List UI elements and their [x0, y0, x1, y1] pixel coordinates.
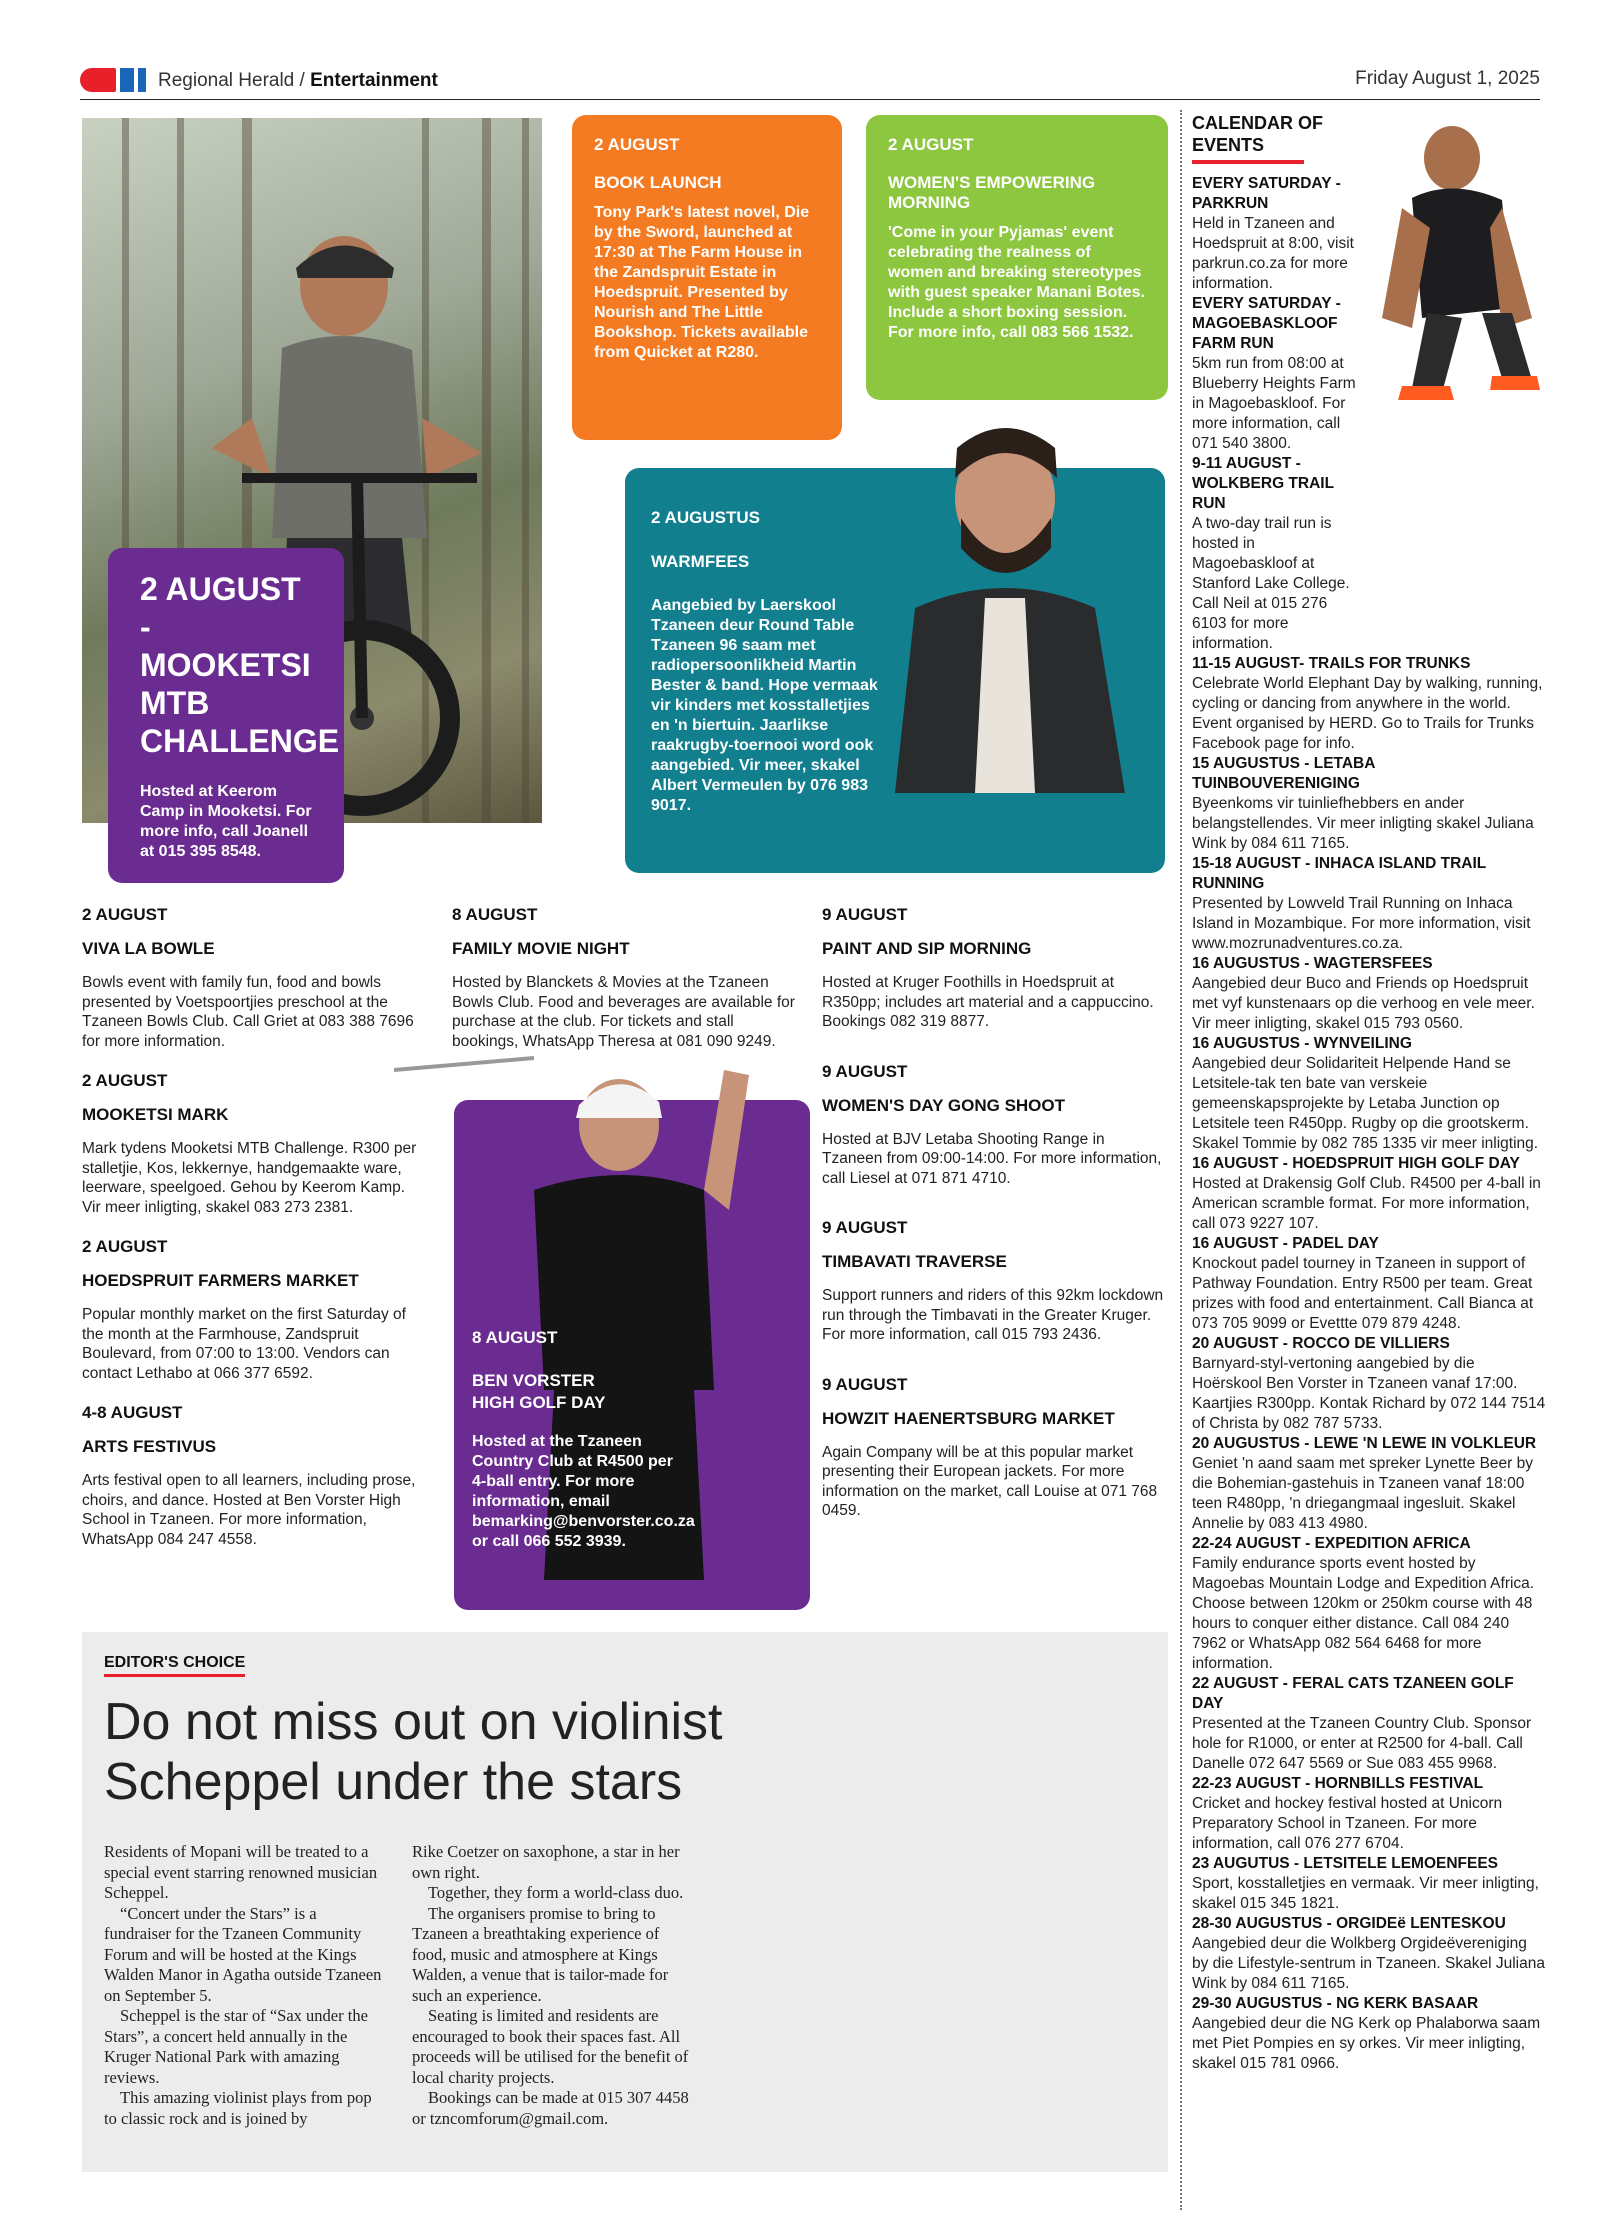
calendar-entry [1192, 1534, 1546, 1674]
calendar-entry-title: 28-30 AUGUSTUS - ORGIDEë LENTESKOU [1192, 1915, 1506, 1932]
calendar-entry [1192, 1034, 1546, 1154]
event-date: 2 AUGUST [82, 1071, 168, 1090]
event-body: Popular monthly market on the first Saturday of the month at the Farmhouse, Zandspruit Boulevard, from 07:00 to 13:00. Vendors can contact Lethabo at 066 377 6592. [82, 1306, 406, 1382]
event-body: Support runners and riders of this 92km lockdown run through the Timbavati in the Greater Kruger. For more information, call 015 793 2436. [822, 1287, 1164, 1343]
event-item [82, 1071, 427, 1217]
heading-rule [1192, 160, 1304, 164]
golf-day-box [454, 1100, 810, 1610]
event-item [82, 905, 427, 1051]
article-paragraph: Rike Coetzer on saxophone, a star in her own right. [412, 1842, 680, 1882]
calendar-entry-title: 22 AUGUST - FERAL CATS TZANEEN GOLF DAY [1192, 1675, 1514, 1712]
calendar-entry-body: Held in Tzaneen and Hoedspruit at 8:00, visit parkrun.co.za for more information. [1192, 215, 1354, 292]
book-launch-box [572, 115, 842, 440]
calendar-entry [1192, 454, 1362, 654]
calendar-entry-body: Aangebied deur die NG Kerk op Phalaborwa saam met Piet Pompies en sy orkes. Vir meer inligting, skakel 015 781 0966. [1192, 2015, 1541, 2072]
calendar-entry-body: 5km run from 08:00 at Blueberry Heights Farm in Magoebaskloof. For more information, call 071 540 3800. [1192, 355, 1356, 452]
womens-morning-box [866, 115, 1168, 400]
issue-date: Friday August 1, 2025 [1355, 68, 1540, 89]
event-date: 9 AUGUST [822, 1218, 908, 1237]
event-body: Again Company will be at this popular market presenting their European jackets. For more information on the market, call Louise at 071 768 0459. [822, 1443, 1158, 1519]
event-body: Mark tydens Mooketsi MTB Challenge. R300 per stalletjie, Kos, lekkernye, handgemaakte ware, leerware, speelgoed. Gehou by Keerom Kamp. Vir meer inligting, skakel 083 273 2381. [82, 1140, 417, 1216]
calendar-entry-title: 15-18 AUGUST - INHACA ISLAND TRAIL RUNNING [1192, 855, 1486, 892]
event-date: 4-8 AUGUST [82, 1403, 183, 1422]
calendar-entry [1192, 1674, 1546, 1774]
subsection-label: Entertainment [310, 70, 438, 91]
calendar-entry-body: Celebrate World Elephant Day by walking, running, cycling or dancing from anywhere in the world. Event organised by HERD. Go to Trails for Trunks Facebook page for info. [1192, 675, 1543, 752]
section-label: Regional Herald / Entertainment [158, 70, 438, 91]
calendar-entry-body: A two-day trail run is hosted in Magoebaskloof at Stanford Lake College. Call Neil at 015 276 6103 for more information. [1192, 515, 1350, 652]
calendar-entry-body: Aangebied deur Solidariteit Helpende Hand se Letsitele-tak ten bate van verskeie gemeenskapsprojekte by Letaba Junction op Letsitele teen R450pp. Rugby op die grootskerm. Skakel Tommie by 082 785 1335 vir meer inligting. [1192, 1055, 1539, 1152]
calendar-entry [1192, 654, 1546, 754]
calendar-entry-body: Presented at the Tzaneen Country Club. Sponsor hole for R1000, or enter at R2500 for 4-ball. Call Danelle 072 647 5569 or Sue 083 455 9968. [1192, 1715, 1532, 1772]
calendar-list [1192, 174, 1546, 2074]
performer-photo [875, 388, 1165, 873]
calendar-entry [1192, 954, 1546, 1034]
calendar-entry [1192, 754, 1546, 854]
editors-choice-tag: EDITOR'S CHOICE [104, 1654, 245, 1677]
calendar-entry-body: Sport, kosstalletjies en vermaak. Vir meer inligting, skakel 015 345 1821. [1192, 1875, 1539, 1912]
event-item [822, 905, 1167, 1032]
event-item [452, 905, 802, 1051]
event-body: Hosted at Kruger Foothills in Hoedspruit at R350pp; includes art material and a cappuccino. Bookings 082 319 8877. [822, 974, 1154, 1030]
calendar-entry-title: 11-15 AUGUST- TRAILS FOR TRUNKS [1192, 655, 1471, 672]
calendar-entry-body: Presented by Lowveld Trail Running on Inhaca Island in Mozambique. For more information, visit www.mozrunadventures.co.za. [1192, 895, 1531, 952]
calendar-entry-title: 16 AUGUSTUS - WAGTERSFEES [1192, 955, 1433, 972]
calendar-entry [1192, 174, 1362, 294]
event-item [82, 1403, 427, 1549]
calendar-entry-body: Hosted at Drakensig Golf Club. R4500 per 4-ball in American scramble format. For more information, call 073 9227 107. [1192, 1175, 1541, 1232]
event-item [822, 1218, 1167, 1345]
event-title: WARMFEES [651, 552, 750, 571]
article-column-2 [412, 1842, 692, 2129]
events-column-3 [822, 905, 1167, 1541]
event-date: 2 AUGUSTUS [651, 508, 760, 527]
event-date: 9 AUGUST [822, 905, 908, 924]
article-paragraph: This amazing violinist plays from pop to classic rock and is joined by [104, 2088, 372, 2128]
calendar-entry-body: Aangebied deur Buco and Friends op Hoedspruit met vyf kunstenaars op die verhoog en vele meer. Vir meer inligting, skakel 015 793 0560. [1192, 975, 1535, 1032]
event-body: Hosted by Blanckets & Movies at the Tzaneen Bowls Club. Food and beverages are available for purchase at the club. For tickets and stall bookings, WhatsApp Theresa at 081 090 9249. [452, 974, 795, 1050]
article-paragraph: Seating is limited and residents are encouraged to book their spaces fast. All proceeds will be utilised for the benefit of local charity projects. [412, 2006, 689, 2087]
calendar-entry [1192, 294, 1362, 454]
article-paragraph: Bookings can be made at 015 307 4458 or tzncomforum@gmail.com. [412, 2088, 689, 2128]
event-date: 2 AUGUST [888, 135, 974, 154]
events-column-2 [452, 905, 802, 1071]
event-body: Hosted at Keerom Camp in Mooketsi. For more info, call Joanell at 015 395 8548. [140, 783, 312, 860]
event-title: FAMILY MOVIE NIGHT [452, 939, 630, 958]
event-title: VIVA LA BOWLE [82, 939, 215, 958]
calendar-entry-title: EVERY SATURDAY - PARKRUN [1192, 175, 1341, 212]
calendar-entry [1192, 1334, 1546, 1434]
event-title: WOMEN'S EMPOWERING MORNING [888, 173, 1096, 212]
event-body: 'Come in your Pyjamas' event celebrating the realness of women and breaking stereotypes with guest speaker Manani Botes. Include a short boxing session. For more info, call 083 566 1532. [888, 224, 1145, 341]
calendar-entry-title: 15 AUGUSTUS - LETABA TUINBOUVERENIGING [1192, 755, 1375, 792]
event-title: TIMBAVATI TRAVERSE [822, 1252, 1007, 1271]
event-body: Aangebied by Laerskool Tzaneen deur Round Table Tzaneen 96 saam met radiopersoonlikheid Martin Bester & band. Hope vermaak vir kinders met kosstalletjies en 'n biertuin. Jaarlikse raakrugby-toernooi word ook aangebied. Vir meer, skakel Albert Vermeulen by 076 983 9017. [651, 597, 878, 814]
event-title: ARTS FESTIVUS [82, 1437, 217, 1456]
article-paragraph: The organisers promise to bring to Tzaneen a breathtaking experience of food, music and atmosphere at Kings Walden, a venue that is tailor-made for such an experience. [412, 1903, 669, 2005]
article-paragraph: Together, they form a world-class duo. [428, 1883, 684, 1902]
event-title: HOWZIT HAENERTSBURG MARKET [822, 1408, 1115, 1428]
event-body: Arts festival open to all learners, including prose, choirs, and dance. Hosted at Ben Vorster High School in Tzaneen. For more information, WhatsApp 084 247 4558. [82, 1472, 416, 1548]
calendar-entry-body: Aangebied deur die Wolkberg Orgideëvereniging by die Lifestyle-sentrum in Tzaneen. Skakel Juliana Wink by 084 611 7165. [1192, 1935, 1545, 1992]
event-body: Hosted at BJV Letaba Shooting Range in Tzaneen from 09:00-14:00. For more information, call Liesel at 071 871 4710. [822, 1130, 1162, 1187]
event-title: BEN VORSTER HIGH GOLF DAY [472, 1371, 606, 1412]
event-item [822, 1062, 1167, 1189]
calendar-entry-title: 23 AUGUTUS - LETSITELE LEMOENFEES [1192, 1855, 1499, 1872]
event-title: MOOKETSI MARK [82, 1105, 229, 1124]
article-headline: Do not miss out on violinist Scheppel under the stars [104, 1693, 723, 1811]
article-paragraph: “Concert under the Stars” is a fundraiser for the Tzaneen Community Forum and will be hosted at the Kings Walden Manor in Agatha outside Tzaneen on September 5. [104, 1903, 382, 2005]
event-item [822, 1375, 1167, 1521]
event-title: 2 AUGUST - MOOKETSI MTB CHALLENGE [140, 571, 340, 759]
calendar-entry-body: Byeenkoms vir tuinliefhebbers en ander belangstellendes. Vir meer inligting skakel Juliana Wink by 084 611 7165. [1192, 795, 1534, 852]
event-date: 8 AUGUST [472, 1328, 558, 1347]
calendar-entry-title: 9-11 AUGUST - WOLKBERG TRAIL RUN [1192, 455, 1334, 512]
calendar-entry-body: Geniet 'n aand saam met spreker Lynette Beer by die Bohemian-gastehuis in Tzaneen vanaf 18:00 teen R480pp, 'n driegangmaal ingesluit. Skakel Annelie by 083 413 4980. [1192, 1455, 1533, 1532]
calendar-entry [1192, 1994, 1546, 2074]
editors-choice-panel [82, 1632, 1168, 2172]
article-paragraph: Residents of Mopani will be treated to a special event starring renowned musician Scheppel. [104, 1842, 378, 1902]
events-column-1 [82, 905, 427, 1569]
header-logo-block [138, 68, 146, 92]
calendar-entry-body: Cricket and hockey festival hosted at Unicorn Preparatory School in Tzaneen. For more information, call 076 277 6704. [1192, 1795, 1503, 1852]
event-body: Tony Park's latest novel, Die by the Sword, launched at 17:30 at The Farm House in the Zandspruit Estate in Hoedspruit. Presented by Nourish and The Little Bookshop. Tickets available from Quicket at R280. [594, 204, 810, 361]
calendar-entry-title: 16 AUGUSTUS - WYNVEILING [1192, 1035, 1412, 1052]
calendar-entry-title: 29-30 AUGUSTUS - NG KERK BASAAR [1192, 1995, 1479, 2012]
calendar-entry-title: 16 AUGUST - HOEDSPRUIT HIGH GOLF DAY [1192, 1155, 1520, 1172]
calendar-entry-title: 20 AUGUSTUS - LEWE 'N LEWE IN VOLKLEUR [1192, 1435, 1537, 1452]
event-title: BOOK LAUNCH [594, 173, 722, 192]
article-paragraph: Scheppel is the star of “Sax under the Stars”, a concert held annually in the Kruger National Park with amazing reviews. [104, 2006, 368, 2087]
calendar-entry [1192, 1774, 1546, 1854]
event-item [82, 1237, 427, 1383]
calendar-entry-title: 20 AUGUST - ROCCO DE VILLIERS [1192, 1335, 1450, 1352]
header-logo-block [80, 68, 116, 92]
event-body: Hosted at the Tzaneen Country Club at R4500 per 4-ball entry. For more information, email bemarking@benvorster.co.za or call 066 552 3939. [472, 1433, 695, 1550]
calendar-sidebar [1192, 112, 1546, 2074]
event-date: 9 AUGUST [822, 1374, 908, 1394]
calendar-entry [1192, 1854, 1546, 1914]
page-header [80, 64, 1540, 100]
calendar-entry-title: 22-24 AUGUST - EXPEDITION AFRICA [1192, 1535, 1471, 1552]
event-date: 8 AUGUST [452, 905, 538, 924]
calendar-entry [1192, 854, 1546, 954]
calendar-entry [1192, 1154, 1546, 1234]
calendar-entry-title: EVERY SATURDAY - MAGOEBASKLOOF FARM RUN [1192, 295, 1341, 352]
calendar-entry-body: Knockout padel tourney in Tzaneen in support of Pathway Foundation. Entry R500 per team. Great prizes with food and entertainment. Call Bianca at 073 705 9099 or Evettte 079 879 4248. [1192, 1255, 1534, 1332]
event-title: HOEDSPRUIT FARMERS MARKET [82, 1271, 359, 1290]
header-logo-block [120, 68, 134, 92]
event-date: 2 AUGUST [82, 1237, 168, 1256]
calendar-entry-body: Barnyard-styl-vertoning aangebied by die Hoërskool Ben Vorster in Tzaneen vanaf 17:00. Kaartjies R300pp. Kontak Richard by 072 144 7514 of Christa by 082 787 5733. [1192, 1355, 1546, 1432]
event-date: 2 AUGUST [82, 905, 168, 924]
calendar-entry-body: Family endurance sports event hosted by Magoebas Mountain Lodge and Expedition Africa. Choose between 120km or 250km course with 48 hours to conquer either distance. Call 084 240 7962 or WhatsApp 082 564 6468 for more information. [1192, 1555, 1535, 1672]
warmfees-box [625, 468, 1165, 873]
column-divider [1180, 110, 1182, 2210]
calendar-entry-title: 22-23 AUGUST - HORNBILLS FESTIVAL [1192, 1775, 1484, 1792]
event-date: 2 AUGUST [594, 135, 680, 154]
calendar-heading: CALENDAR OF EVENTS [1192, 113, 1323, 155]
event-body: Bowls event with family fun, food and bowls presented by Voetspoortjies preschool at the Tzaneen Bowls Club. Call Griet at 083 388 7696 for more information. [82, 974, 414, 1050]
event-date: 9 AUGUST [822, 1061, 908, 1081]
calendar-entry [1192, 1434, 1546, 1534]
calendar-entry [1192, 1914, 1546, 1994]
calendar-entry [1192, 1234, 1546, 1334]
mtb-challenge-box [108, 548, 344, 883]
calendar-entry-title: 16 AUGUST - PADEL DAY [1192, 1235, 1379, 1252]
event-title: WOMEN'S DAY GONG SHOOT [822, 1095, 1066, 1115]
event-title: PAINT AND SIP MORNING [822, 939, 1032, 958]
article-column-1 [104, 1842, 384, 2129]
